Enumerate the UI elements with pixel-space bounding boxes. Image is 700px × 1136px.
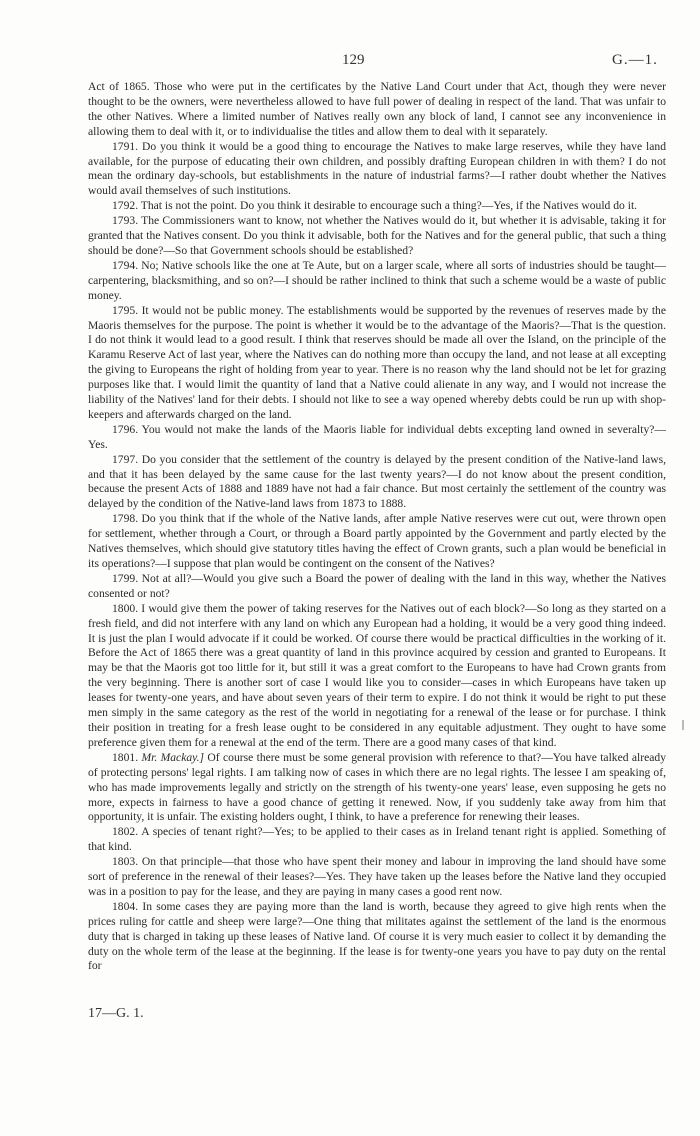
paragraph-1794: 1794. No; Native schools like the one at Te Aute, but on a larger scale, where all sorts of industries should be taught—carpentering, blacksmithing, and so on?—I should be rather inclined to think that such a scheme would be a waste of public money. (88, 258, 666, 302)
document-signature: G.—1. (612, 52, 658, 68)
margin-mark (682, 720, 684, 730)
question-number: 1801. (112, 750, 142, 764)
paragraph-1792: 1792. That is not the point. Do you think it desirable to encourage such a thing?—Yes, if the Natives would do it. (112, 199, 638, 213)
paragraph-1793: 1793. The Commissioners want to know, not whether the Natives would do it, but whether it is advisable, taking it for granted that the Natives consent. Do you think it advisable, both for the Natives and for the general public, that such a thing should be done?—So that Government schools should be established? (88, 214, 666, 257)
paragraph-1796: 1796. You would not make the lands of the Maoris liable for individual debts excepting land owned in severalty?—Yes. (88, 422, 666, 451)
paragraph-1803: 1803. On that principle—that those who have spent their money and labour in improving the land should have some sort of preference in the renewal of their leases?—Yes. They have taken up the leases before the Native land they occupied was in a position to pay for the lease, and they are paying in many cases a good rent now. (88, 855, 666, 898)
paragraph-1791: 1791. Do you think it would be a good thing to encourage the Natives to make large reserves, while they have land available, for the purpose of educating their own children, and possibly drafting European children in with them? I do not mean the ordinary day-schools, but establishments in the nature of industrial farms?—I rather doubt whether the Natives would avail themselves of such institutions. (88, 139, 666, 198)
document-body (88, 80, 666, 974)
paragraph-1797: 1797. Do you consider that the settlement of the country is delayed by the present condition of the Native-land laws, and that it has been delayed by the same cause for the last twenty years?—I do not know about the present condition, because the present Acts of 1888 and 1889 have not had a fair chance. But most certainly the settlement of the country was delayed by the condition of the Native-land laws from 1873 to 1888. (88, 452, 666, 511)
page-number: 129 (342, 52, 365, 68)
page-header (0, 52, 700, 72)
paragraph-1802: 1802. A species of tenant right?—Yes; to be applied to their cases as in Ireland tenant right is applied. Something of that kind. (88, 825, 666, 854)
paragraph-1798: 1798. Do you think that if the whole of the Native lands, after ample Native reserves were cut out, were thrown open for settlement, whether through a Court, or through a Board partly appointed by the Government and partly elected by the Natives themselves, which should give statutory titles having the effect of Crown grants, such a plan would be beneficial in its operations?—I suppose that plan would be contingent on the consent of the Natives? (88, 512, 666, 570)
speaker-name: Mr. Mackay.] (141, 750, 205, 764)
page-footer: 17—G. 1. (88, 1006, 144, 1021)
paragraph-continuation: Act of 1865. Those who were put in the certificates by the Native Land Court under that Act, though they were never thought to be the owners, were nevertheless allowed to have full power of dealing in respect of the land. That was unfair to the other Natives. Where a limited number of Natives really own any block of land, I cannot see any inconvenience in allowing them to deal with it, or to individualise the titles and allow them to deal with it separately. (88, 80, 666, 138)
paragraph-1804: 1804. In some cases they are paying more than the land is worth, because they agreed to give high rents when the prices ruling for cattle and sheep were large?—One thing that militates against the settlement of the land is the enormous duty that is charged in taking up these leases of Native land. Of course it is very much easier to collect it by demanding the duty on the whole term of the lease at the beginning. If the lease is for twenty-one years you have to pay duty on the rental for (88, 899, 666, 973)
paragraph-1800: 1800. I would give them the power of taking reserves for the Natives out of each block?—So long as they started on a fresh field, and did not interfere with any land on which any European had a holding, it would be a very good thing indeed. It is just the plan I would advocate if it could be worked. Of course there would be practical difficulties in the working of it. Before the Act of 1865 there was a great quantity of land in this province acquired by cession and granted to Europeans. It may be that the Maoris got too little for it, but still it was a great comfort to the Europeans to have had Crown grants from the very beginning. There is another sort of case I would like you to consider—cases in which Europeans have taken up leases for twenty-one years, and have about seven years of their term to expire. I do not think it would be right to put these men simply in the same category as the rest of the world in negotiating for a renewal of the lease or for purchase. I think their position in treating for a fresh lease ought to be considered in any equitable adjustment. They ought to have some preference given them for a renewal at the end of the term. There are a good many cases of that kind. (88, 601, 666, 749)
paragraph-1801 (88, 751, 666, 826)
paragraph-1799: 1799. Not at all?—Would you give such a Board the power of dealing with the land in this way, whether the Natives consented or not? (88, 571, 666, 600)
paragraph-1795: 1795. It would not be public money. The establishments would be supported by the revenues of reserves made by the Maoris themselves for the purpose. The point is whether it would be to the advantage of the Maoris?—That is the question. I do not think it would lead to a good result. I think that reserves should be made all over the Island, on the principle of the Karamu Reserve Act of last year, where the Natives can do nothing more than occupy the land, and not lease at all excepting the giving to Europeans the right of holding from year to year. There is no reason why the land should not be let for grazing purposes like that. I would limit the quantity of land that a Native could alienate in any way, and I would not increase the liability of the Natives' land for their debts. I should not like to see a way opened whereby debts could be run up with shop-keepers and afterwards charged on the land. (88, 303, 666, 421)
paragraph-text: Of course there must be some general provision with reference to that?—You have talked already of protecting persons' legal rights. I am talking now of cases in which there are no legal rights. The lessee I am speaking of, who has made improvements legally and strictly on the strength of his twenty-one years' lease, even supposing he gets no more, expects in fairness to have a good chance of getting it renewed. Now, if you suddenly take away from him that opportunity, it is unfair. The existing holders ought, I think, to have a preference for renewing their leases. (88, 750, 667, 824)
